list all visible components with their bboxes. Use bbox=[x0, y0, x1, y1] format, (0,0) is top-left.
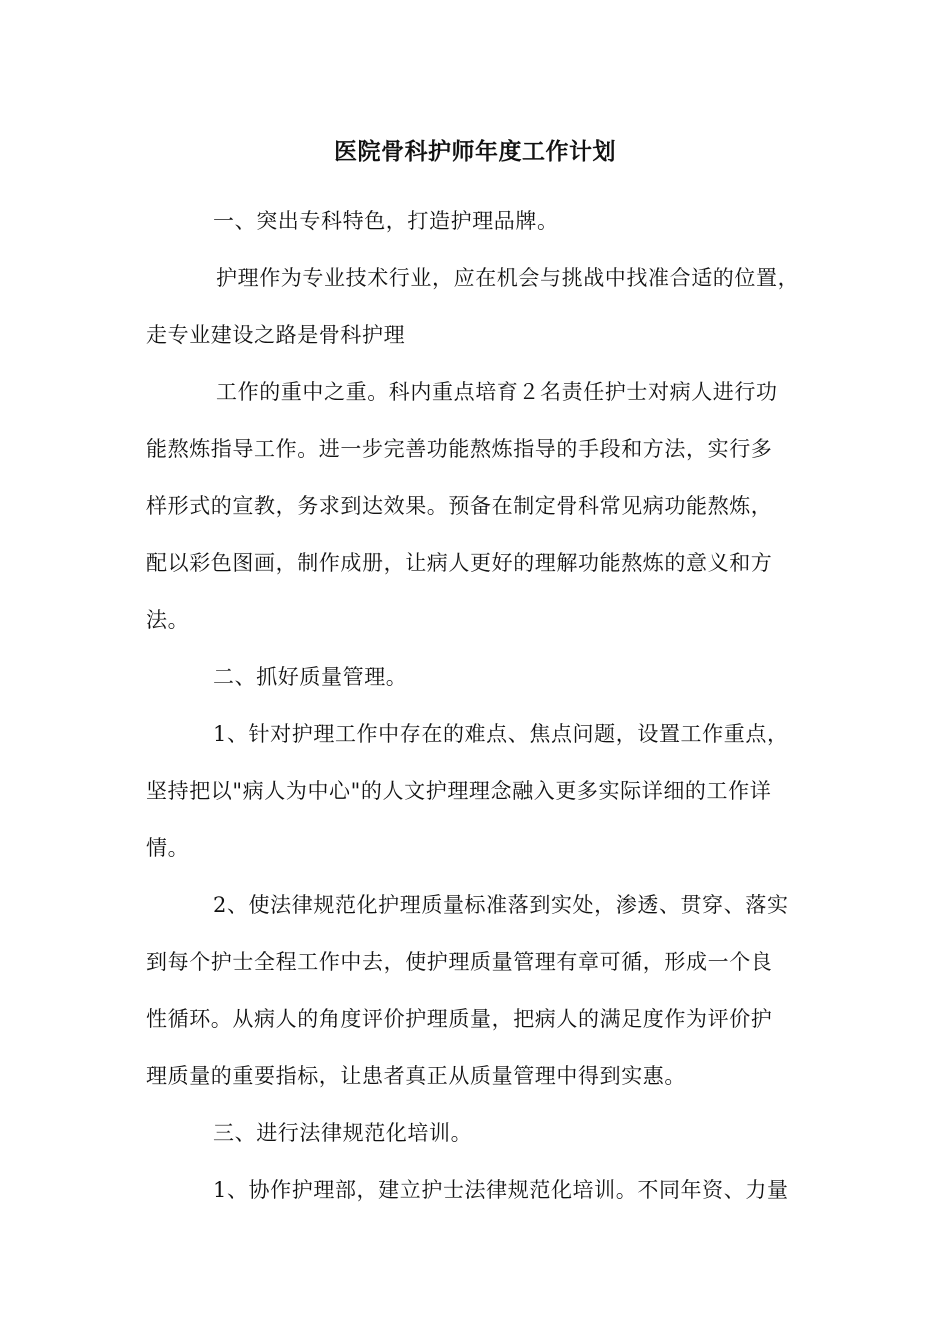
section-heading-2: 二、抓好质量管理。 bbox=[213, 665, 408, 689]
paragraph-line: 配以彩色图画，制作成册，让病人更好的理解功能熬炼的意义和方 bbox=[146, 551, 773, 575]
paragraph-line: 到每个护士全程工作中去，使护理质量管理有章可循，形成一个良 bbox=[146, 950, 773, 974]
section-heading-1: 一、突出专科特色，打造护理品牌。 bbox=[213, 209, 559, 233]
paragraph-line: 情。 bbox=[146, 836, 190, 860]
paragraph-line: 工作的重中之重。科内重点培育２名责任护士对病人进行功 bbox=[216, 380, 778, 404]
paragraph-line: 性循环。从病人的角度评价护理质量，把病人的满足度作为评价护 bbox=[146, 1007, 773, 1031]
paragraph-line: 样形式的宣教，务求到达效果。预备在制定骨科常见病功能熬炼， bbox=[146, 494, 773, 518]
section-heading-3: 三、进行法律规范化培训。 bbox=[213, 1121, 473, 1145]
paragraph-line: 2、使法律规范化护理质量标准落到实处，渗透、贯穿、落实 bbox=[213, 893, 789, 917]
document-title: 医院骨科护师年度工作计划 bbox=[334, 138, 616, 165]
paragraph-line: 护理作为专业技术行业，应在机会与挑战中找准合适的位置， bbox=[216, 266, 800, 290]
paragraph-line: 法。 bbox=[146, 608, 190, 632]
paragraph-line: 能熬炼指导工作。进一步完善功能熬炼指导的手段和方法，实行多 bbox=[146, 437, 773, 461]
paragraph-line: 1、针对护理工作中存在的难点、焦点问题，设置工作重点， bbox=[213, 722, 789, 746]
paragraph-line: 走专业建设之路是骨科护理 bbox=[146, 323, 406, 347]
paragraph-line: 坚持把以"病人为中心"的人文护理理念融入更多实际详细的工作详 bbox=[146, 779, 772, 803]
paragraph-line: 理质量的重要指标，让患者真正从质量管理中得到实惠。 bbox=[146, 1064, 686, 1088]
paragraph-line: 1、协作护理部，建立护士法律规范化培训。不同年资、力量 bbox=[213, 1178, 789, 1202]
